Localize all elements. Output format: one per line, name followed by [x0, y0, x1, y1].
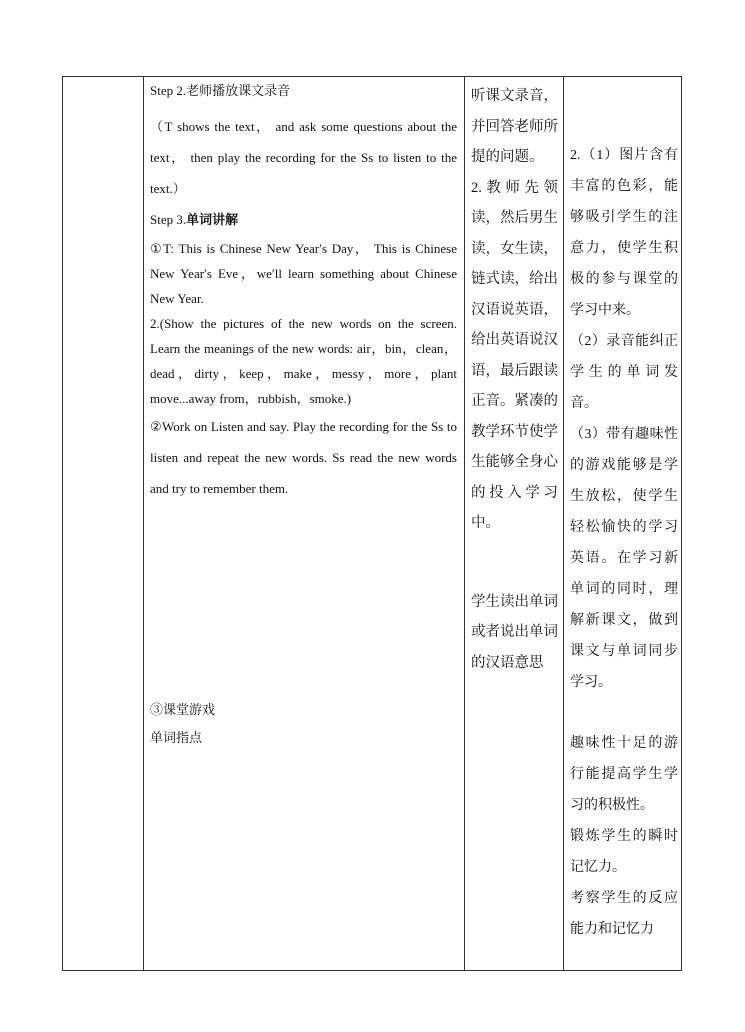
design-intent-column — [564, 77, 682, 945]
item-1: ①T: This is Chinese New Year′s Day， This is Chinese New Year′s Eve，we′ll learn something about Chinese New Year. — [150, 241, 457, 306]
step2-detail: （T shows the text， and ask some questions about the text， then play the recording for the Ss to listen to the text.） — [150, 119, 457, 196]
student-activity-3: 学生读出单词或者说出单词的汉语意思 — [471, 593, 558, 671]
intent-3: （3）带有趣味性的游戏能够是学生放松，使学生轻松愉快的学习英语。在学习新单词的同时，理解新课文，做到课文与单词同步学习。 — [570, 427, 678, 690]
intent-5: 锻炼学生的瞬时记忆力。 — [570, 829, 678, 875]
item-2: 2.(Show the pictures of the new words on the screen. Learn the meanings of the new words: air，bin，clean，dead，dirty，keep，make，messy，more，plant move...away from，rubbish，smoke.) — [150, 316, 457, 406]
intent-4: 趣味性十足的游行能提高学生学习的积极性。 — [570, 736, 678, 813]
step3-title: 单词讲解 — [186, 213, 239, 228]
intent-1: 2.（1）图片含有丰富的色彩，能够吸引学生的注意力，使学生积极的参与课堂的学习中来。 — [570, 148, 678, 318]
item-3: ②Work on Listen and say. Play the recording for the Ss to listen and repeat the new words. Ss read the new words and try to remember them. — [150, 419, 457, 496]
step3-heading — [150, 204, 457, 236]
game-name: 单词指点 — [150, 730, 203, 745]
student-activity-1: 听课文录音，并回答老师所提的问题。 — [471, 88, 558, 165]
lesson-plan-table — [62, 76, 682, 971]
intent-2: （2）录音能纠正学生的单词发音。 — [570, 334, 678, 411]
student-activity-2: 2.教师先领读，然后男生读，女生读，链式读，给出汉语说英语，给出英语说汉语，最后跟读正音。紧凑的教学环节使学生能够全身心的投入学习中。 — [471, 179, 558, 531]
step3-prefix: Step 3. — [150, 212, 187, 227]
step2-heading: Step 2.老师播放课文录音 — [150, 83, 291, 98]
game-title: ③课堂游戏 — [150, 702, 216, 717]
intent-6: 考察学生的反应能力和记忆力 — [570, 891, 678, 937]
teaching-process-column — [143, 77, 464, 750]
student-activity-column — [465, 77, 563, 678]
